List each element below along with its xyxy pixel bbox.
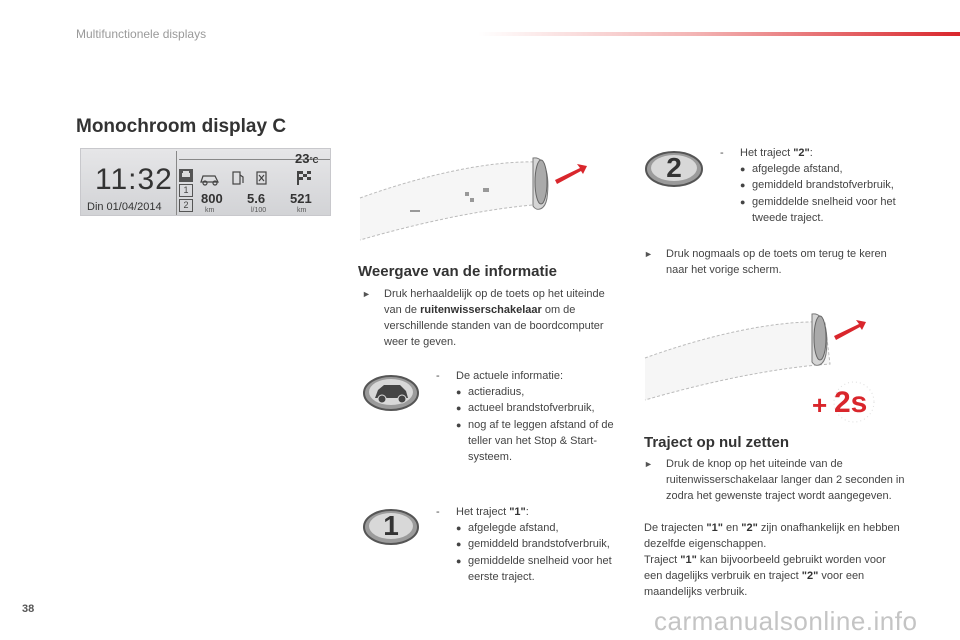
list-item: ● gemiddeld brandstofverbruik, (456, 536, 616, 552)
car-trip-icon (362, 374, 420, 412)
list-item: ● gemiddeld brandstofverbruik, (740, 177, 900, 193)
display-temperature-unit: °C (309, 156, 319, 165)
display-tab-1: 1 (179, 184, 193, 197)
trip-2-icon (644, 150, 704, 188)
header-accent-line (478, 32, 960, 36)
trip-1-digit: 1 (383, 510, 399, 541)
list-item: ● actieradius, (456, 384, 626, 400)
list-item: ● afgelegde afstand, (740, 161, 900, 177)
instruction-bullet-icon: ► (644, 459, 653, 469)
instruction-bullet-icon: ► (644, 249, 653, 259)
weergave-text-bold: ruitenwisserschakelaar (420, 304, 542, 316)
back-instruction-text: Druk nogmaals op de toets om terug te keren naar het vorige scherm. (666, 248, 887, 276)
display-tab-car-icon (179, 169, 193, 182)
list-item: ● gemiddelde snelheid voor het eerste traject. (456, 553, 616, 585)
trip-2-title: Het traject "2": (740, 147, 813, 159)
list-item: ● actueel brandstofverbruik, (456, 400, 626, 416)
display-unit-consumption: l/100 (251, 207, 267, 214)
trip-1-title: Het traject "1": (456, 506, 529, 518)
current-info-list: - De actuele informatie: ● actieradius, ● actueel brandstofverbruik, ● nog af te leggen afstand of de teller van het Stop & Start-systeem. (436, 368, 626, 465)
trip-1-icon (362, 508, 420, 546)
display-value-range: 800 (201, 191, 223, 206)
list-item: ● nog af te leggen afstand of de teller van het Stop & Start-systeem. (456, 417, 626, 466)
fuel-consumption-icon (257, 172, 266, 184)
reset-instruction (644, 456, 906, 504)
list-item: ● gemiddelde snelheid voor het tweede traject. (740, 194, 900, 226)
red-press-arrow-icon-2 (834, 320, 866, 340)
display-value-consumption: 5.6 (247, 191, 266, 206)
finish-flag-icon (297, 171, 311, 185)
display-info-icons (197, 169, 331, 187)
trip-2-list: - Het traject "2": ● afgelegde afstand, ● gemiddeld brandstofverbruik, ● gemiddelde snelheid voor het tweede traject. (720, 145, 900, 226)
display-separator (176, 151, 177, 215)
instruction-bullet-icon: ► (362, 289, 371, 299)
watermark: carmanualsonline.info (654, 606, 918, 636)
trip-2-digit: 2 (666, 152, 682, 183)
plus-sign: + (812, 390, 828, 420)
reset-instruction-text: Druk de knop op het uiteinde van de ruitenwisserschakelaar langer dan 2 seconden in zodra het gewenste traject wordt aangegeven. (666, 458, 905, 502)
back-instruction (644, 246, 894, 278)
section-heading-weergave: Weergave van de informatie (358, 263, 557, 280)
weergave-instruction (362, 286, 622, 350)
monochrome-display-illustration (80, 148, 331, 216)
weergave-text-c: om de verschillende standen van de boordcomputer weer te geven. (384, 304, 604, 348)
display-tab-2: 2 (179, 199, 193, 212)
wiper-stalk-illustration-1 (355, 140, 595, 248)
reset-note-2: Traject "1" kan bijvoorbeeld gebruikt worden voor een dagelijks verbruik en traject "2" voor een maandelijks verbruik. (644, 554, 886, 598)
section-heading-reset: Traject op nul zetten (644, 434, 790, 451)
hold-2-seconds-indicator (812, 378, 884, 430)
current-info-title: De actuele informatie: (456, 370, 563, 382)
car-range-icon (201, 176, 218, 185)
two-seconds-label: 2s (834, 386, 868, 419)
weergave-text-a: Druk herhaaldelijk op de toets op het uiteinde van de (384, 288, 605, 316)
display-unit-distance: km (297, 207, 307, 214)
page-number: 38 (22, 603, 35, 615)
section-header: Multifunctionele displays (76, 27, 207, 41)
fuel-pump-icon (233, 172, 243, 184)
reset-note-1: De trajecten "1" en "2" zijn onafhankelijk en hebben dezelfde eigenschappen. (644, 522, 900, 550)
display-time: 11:32 (95, 163, 173, 196)
red-press-arrow-icon (555, 164, 587, 184)
page-title: Monochroom display C (76, 116, 287, 137)
display-value-distance: 521 (290, 191, 312, 206)
display-unit-range: km (205, 207, 215, 214)
display-date: Din 01/04/2014 (87, 201, 162, 213)
trip-1-list: - Het traject "1": ● afgelegde afstand, ● gemiddeld brandstofverbruik, ● gemiddelde snelheid voor het eerste traject. (436, 504, 616, 585)
display-temperature (295, 151, 318, 166)
display-temperature-value: 23 (295, 151, 310, 166)
list-item: ● afgelegde afstand, (456, 520, 616, 536)
